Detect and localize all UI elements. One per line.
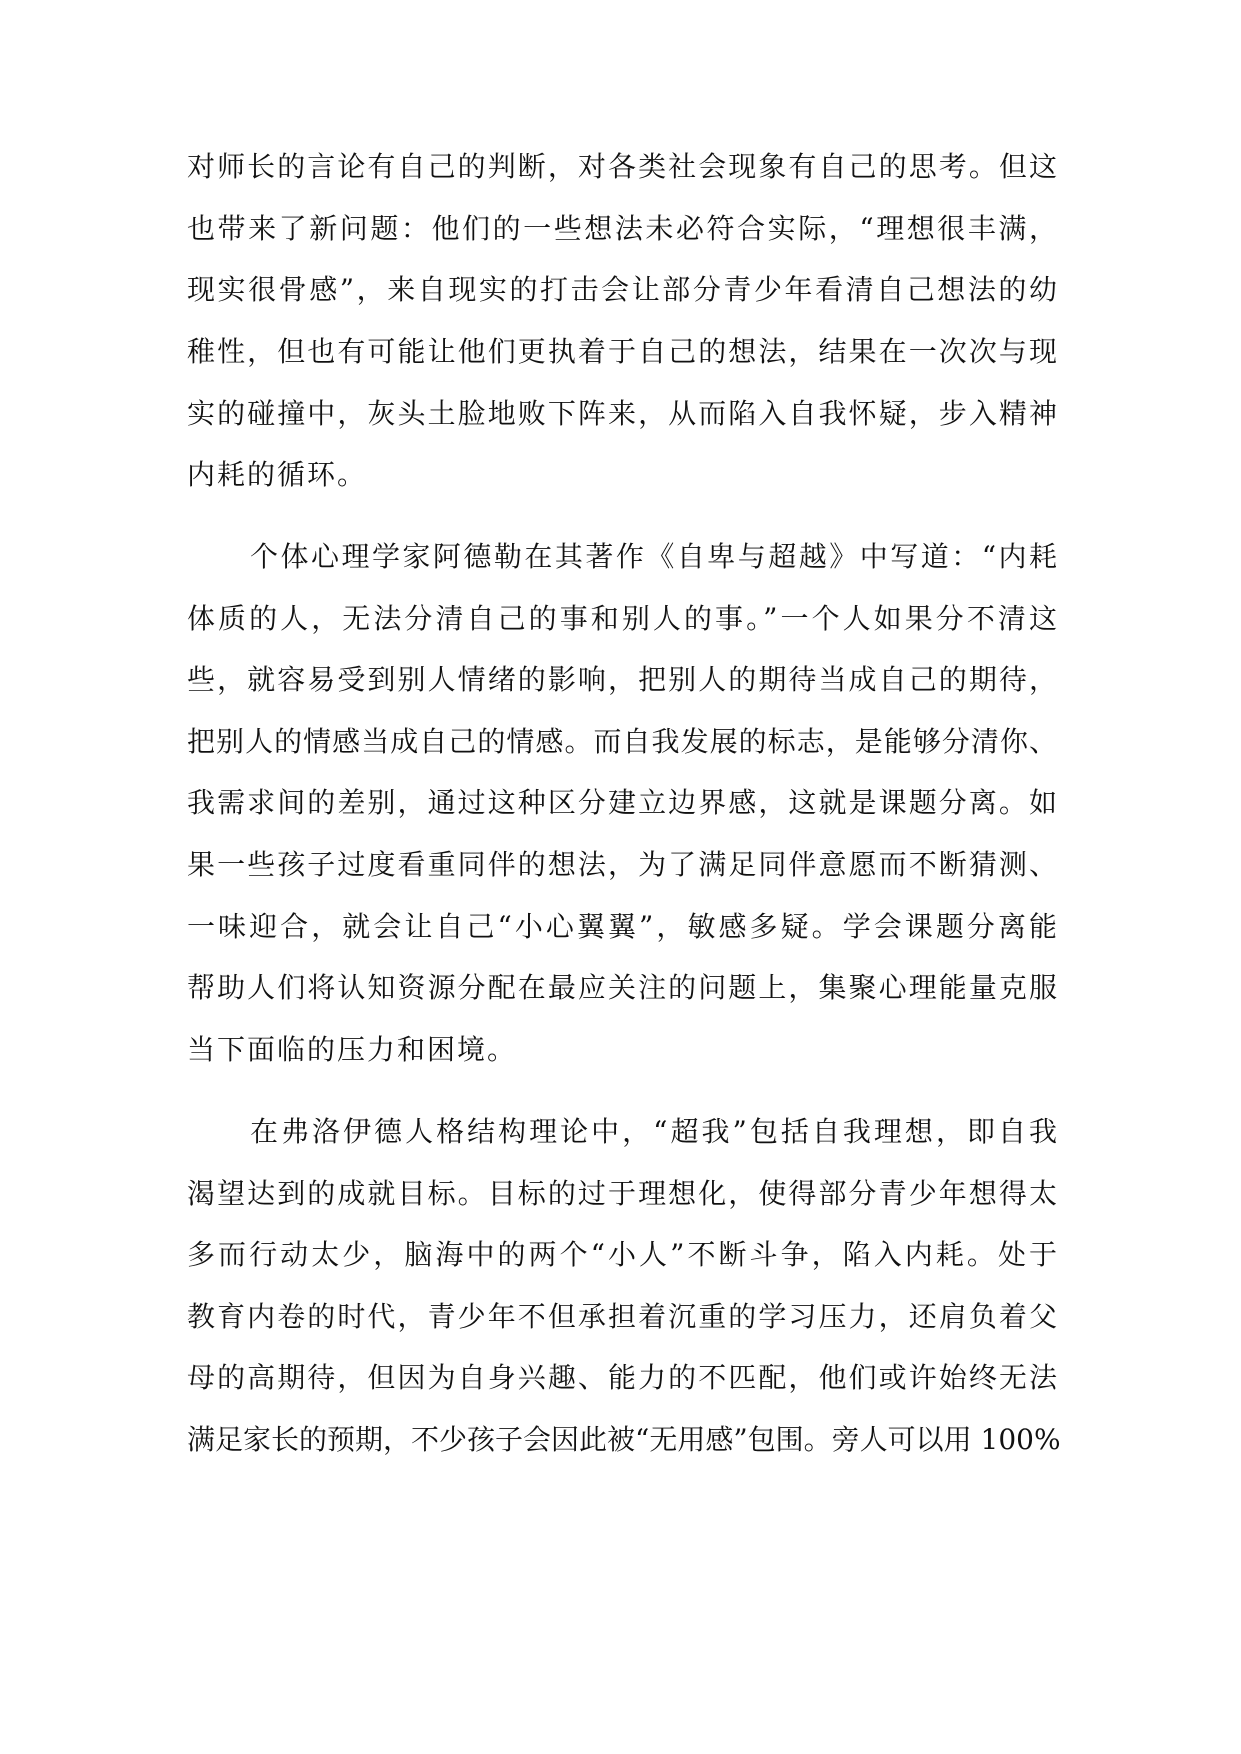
paragraph-line: 一味迎合，就会让自己“小心翼翼”，敏感多疑。学会课题分离能: [187, 910, 1057, 943]
paragraph-line: 内耗的循环。: [187, 458, 368, 491]
paragraph-line: 在弗洛伊德人格结构理论中，“超我”包括自我理想，即自我: [250, 1115, 1057, 1148]
paragraph-line: 我需求间的差别，通过这种区分建立边界感，这就是课题分离。如: [187, 786, 1057, 819]
paragraph-line: 稚性，但也有可能让他们更执着于自己的想法，结果在一次次与现: [187, 335, 1057, 368]
paragraph-line: 也带来了新问题：他们的一些想法未必符合实际，“理想很丰满，: [187, 212, 1057, 245]
paragraph-line: 些，就容易受到别人情绪的影响，把别人的期待当成自己的期待，: [187, 663, 1057, 696]
paragraph-line: 帮助人们将认知资源分配在最应关注的问题上，集聚心理能量克服: [187, 971, 1057, 1004]
paragraph-line: 满足家长的预期，不少孩子会因此被“无用感”包围。旁人可以用 100%: [187, 1423, 1061, 1456]
paragraph-line: 果一些孩子过度看重同伴的想法，为了满足同伴意愿而不断猜测、: [187, 848, 1057, 881]
paragraph-line: 实的碰撞中，灰头土脸地败下阵来，从而陷入自我怀疑，步入精神: [187, 397, 1057, 430]
paragraph-line: 现实很骨感”，来自现实的打击会让部分青少年看清自己想法的幼: [187, 273, 1057, 306]
paragraph-line: 母的高期待，但因为自身兴趣、能力的不匹配，他们或许始终无法: [187, 1361, 1057, 1394]
paragraph-line: 体质的人，无法分清自己的事和别人的事。”一个人如果分不清这: [187, 602, 1057, 635]
paragraph-line: 多而行动太少，脑海中的两个“小人”不断斗争，陷入内耗。处于: [187, 1238, 1057, 1271]
paragraph-line: 当下面临的压力和困境。: [187, 1033, 518, 1066]
paragraph-line: 把别人的情感当成自己的情感。而自我发展的标志，是能够分清你、: [187, 725, 1057, 758]
paragraph-line: 对师长的言论有自己的判断，对各类社会现象有自己的思考。但这: [187, 150, 1057, 183]
paragraph-line: 个体心理学家阿德勒在其著作《自卑与超越》中写道：“内耗: [250, 540, 1057, 573]
paragraph-line: 渴望达到的成就目标。目标的过于理想化，使得部分青少年想得太: [187, 1177, 1057, 1210]
paragraph-line: 教育内卷的时代，青少年不但承担着沉重的学习压力，还肩负着父: [187, 1300, 1057, 1333]
